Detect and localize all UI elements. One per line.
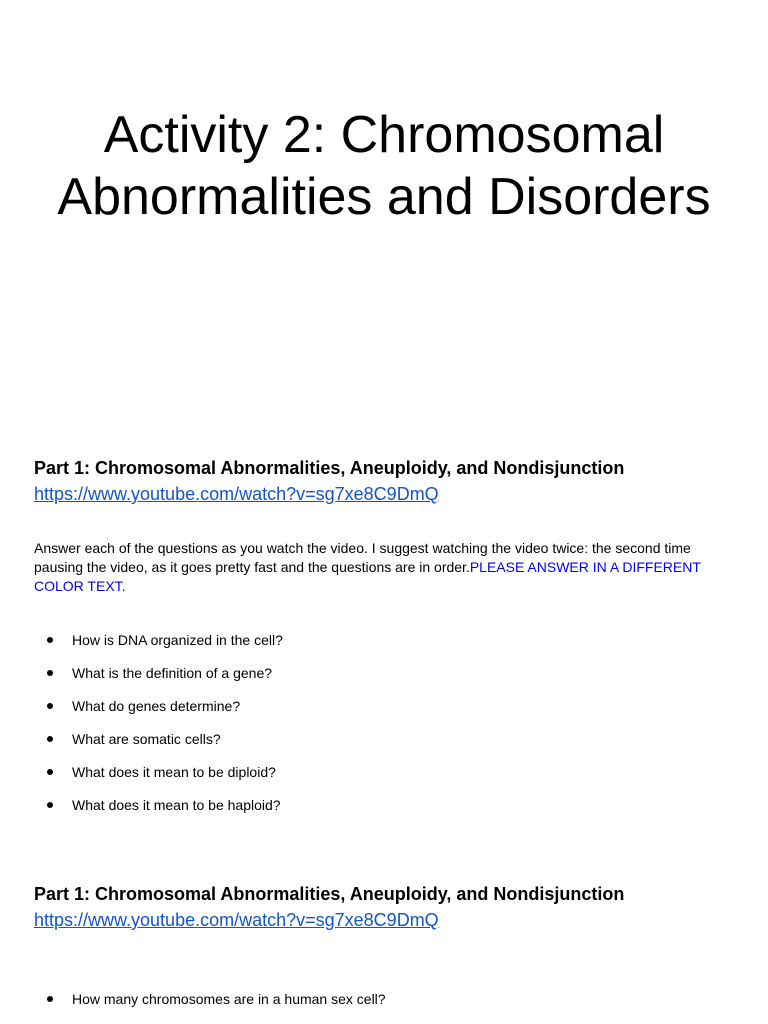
part1-section (34, 455, 734, 507)
list-item (34, 990, 734, 1023)
bullet-icon (47, 802, 53, 808)
question-text: What do genes determine? (72, 698, 241, 714)
question-text: What is the definition of a gene? (72, 665, 273, 681)
question-text: What are somatic cells? (72, 731, 221, 747)
video-link[interactable]: https://www.youtube.com/watch?v=sg7xe8C9DmQ (34, 910, 439, 930)
part1-section-repeat (34, 881, 734, 933)
title-line-2: Abnormalities and Disorders (57, 168, 711, 226)
bullet-icon (47, 670, 53, 676)
section-heading: Part 1: Chromosomal Abnormalities, Aneuploidy, and Nondisjunction (34, 884, 625, 904)
list-item (34, 796, 734, 829)
instructions-body: Answer each of the questions as you watch the video. I suggest watching the video twice: the second time pausing the video, as it goes pretty fast and the questions are in order. (34, 540, 691, 575)
page-title (0, 104, 768, 228)
question-text: What does it mean to be diploid? (72, 764, 276, 780)
instructions-highlight: PLEASE ANSWER IN A DIFFERENT COLOR TEXT. (34, 559, 701, 594)
bullet-icon (47, 736, 53, 742)
list-item (34, 730, 734, 763)
question-text: How is DNA organized in the cell? (72, 632, 283, 648)
instructions-text (34, 539, 704, 596)
bullet-icon (47, 637, 53, 643)
bullet-icon (47, 769, 53, 775)
title-line-1: Activity 2: Chromosomal (103, 106, 665, 164)
list-item (34, 664, 734, 697)
question-text: What does it mean to be haploid? (72, 797, 281, 813)
bullet-icon (47, 703, 53, 709)
list-item (34, 763, 734, 796)
question-text: How many chromosomes are in a human sex cell? (72, 991, 386, 1007)
question-list (34, 631, 734, 829)
section-heading: Part 1: Chromosomal Abnormalities, Aneuploidy, and Nondisjunction (34, 458, 625, 478)
bullet-icon (47, 996, 53, 1002)
list-item (34, 631, 734, 664)
video-link[interactable]: https://www.youtube.com/watch?v=sg7xe8C9DmQ (34, 484, 439, 504)
list-item (34, 697, 734, 730)
question-list-2 (34, 990, 734, 1023)
